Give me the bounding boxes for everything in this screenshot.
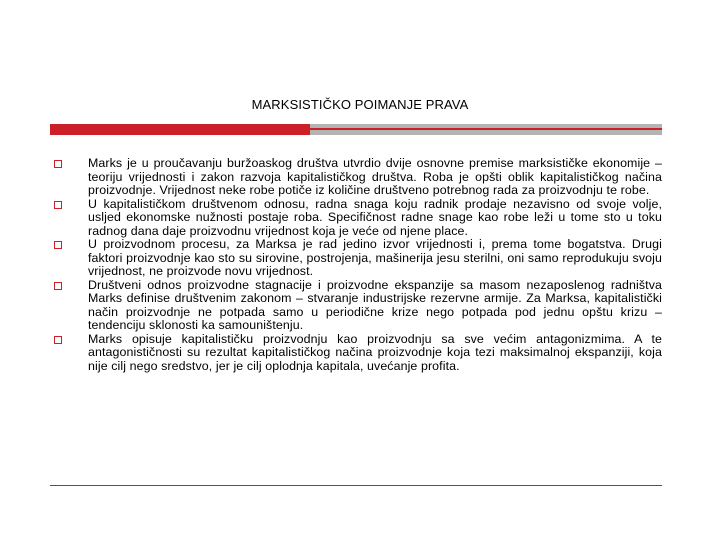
list-item-text: Marks je u proučavanju buržoaskog društva utvrdio dvije osnovne premise marksističke ekonomije – teoriju vrijednosti i zakon razvoja kapitalističkog društva. Roba je opšti oblik kapitalističkog načina proizvodnje. Vrijednost neke robe potiče iz količine društveno potrebnog rada za proizvodnju te robe. [88,156,662,197]
list-item [52,198,662,239]
list-item [52,238,662,279]
hollow-square-icon [54,282,62,290]
bottom-divider [50,485,662,486]
list-item [52,157,662,198]
slide-title: MARKSISTIČKO POIMANJE PRAVA [251,97,469,112]
bullet-list [52,157,662,373]
hollow-square-icon [54,241,62,249]
list-item-text: U kapitalističkom društvenom odnosu, radna snaga koju radnik prodaje nezavisno od svoje volje, usljed ekonomske nužnosti postaje roba. Specifičnost radne snage kao robe leži u tome sto u toku radnog dana daje proizvodnu vrijednost koja je veće od njene place. [88,196,662,238]
hollow-square-icon [54,160,62,168]
hollow-square-icon [54,201,62,209]
list-item [52,279,662,333]
list-item-text: Marks opisuje kapitalističku proizvodnju kao proizvodnju sa sve većim antagonizmima. A te antagonističnosti su rezultat kapitalističkog načina proizvodnje koja tezi maksimalnoj ekspanziji, koja nije cilj nego sredstvo, jer je cilj oplodnja kapitala, uvećanje profita. [88,331,662,373]
title-divider [50,124,662,135]
divider-red-block [50,124,310,135]
hollow-square-icon [54,336,62,344]
list-item-text: Društveni odnos proizvodne stagnacije i proizvodne ekspanzije sa masom nezaposlenog radništva Marks definise društvenim zakonom – stvaranje industrijske rezervne armije. Za Marksa, kapitalistički način proizvodnje ne potpada samo u periodične krize nego potpada pod jednu opštu krizu – tendenciju sklonosti ka samouništenju. [88,277,662,332]
list-item [52,333,662,374]
divider-red-line [310,128,662,130]
list-item-text: U proizvodnom procesu, za Marksa je rad jedino izvor vrijednosti i, prema tome bogatstva. Drugi faktori proizvodnje kao sto su sirovine, postrojenja, mašinerija jesu sterilni, oni samo reprodukuju svoju vrijednost, ne proizvode novu vrijednost. [88,237,662,278]
